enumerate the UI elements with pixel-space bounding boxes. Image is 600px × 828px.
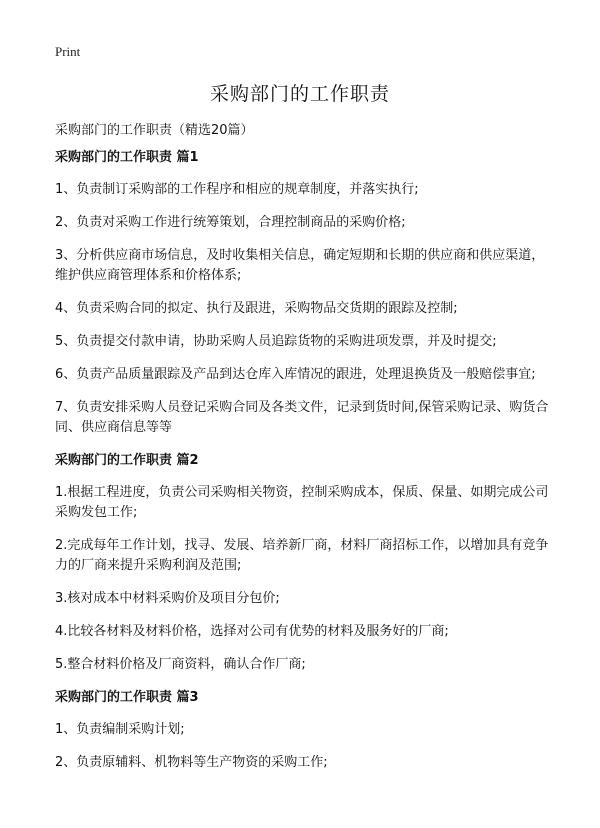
list-item: 6、负责产品质量跟踪及产品到达仓库入库情况的跟进，处理退换货及一般赔偿事宜; <box>55 367 536 382</box>
list-item: 1.根据工程进度，负责公司采购相关物资，控制采购成本，保质、保量、如期完成公司采购发包工作; <box>55 485 549 520</box>
list-item: 4.比较各材料及材料价格，选择对公司有优势的材料及服务好的厂商; <box>55 624 449 639</box>
list-item: 5.整合材料价格及厂商资料，确认合作厂商; <box>55 657 306 672</box>
document-body <box>55 148 555 786</box>
section-2 <box>55 451 555 675</box>
section-3 <box>55 688 555 773</box>
page-title: 采购部门的工作职责 <box>209 83 390 105</box>
list-item: 5、负责提交付款申请，协助采购人员追踪货物的采购进项发票，并及时提交; <box>55 334 497 349</box>
list-item: 2.完成每年工作计划，找寻、发展、培养新厂商，材料厂商招标工作，以增加具有竞争力的厂商来提升采购利润及范围; <box>55 538 549 573</box>
list-item: 2、负责对采购工作进行统筹策划，合理控制商品的采购价格; <box>55 215 406 230</box>
list-item: 1、负责制订采购部的工作程序和相应的规章制度，并落实执行; <box>55 182 419 197</box>
list-item: 2、负责原辅料、机物料等生产物资的采购工作; <box>55 755 328 770</box>
list-item: 1、负责编制采购计划; <box>55 722 185 737</box>
list-item: 3、分析供应商市场信息，及时收集相关信息，确定短期和长期的供应商和供应渠道，维护供应商管理体系和价格体系; <box>55 248 545 283</box>
list-item: 7、负责安排采购人员登记采购合同及各类文件，记录到货时间,保管采购记录、购货合同、供应商信息等等 <box>55 400 549 435</box>
section-heading: 采购部门的工作职责 篇2 <box>55 453 199 468</box>
section-1 <box>55 148 555 438</box>
print-label: Print <box>55 44 81 59</box>
document-subtitle: 采购部门的工作职责（精选20篇） <box>55 123 254 138</box>
section-heading: 采购部门的工作职责 篇3 <box>55 690 199 705</box>
list-item: 3.核对成本中材料采购价及项目分包价; <box>55 591 280 606</box>
list-item: 4、负责采购合同的拟定、执行及跟进，采购物品交货期的跟踪及控制; <box>55 301 458 316</box>
section-heading: 采购部门的工作职责 篇1 <box>55 150 199 165</box>
